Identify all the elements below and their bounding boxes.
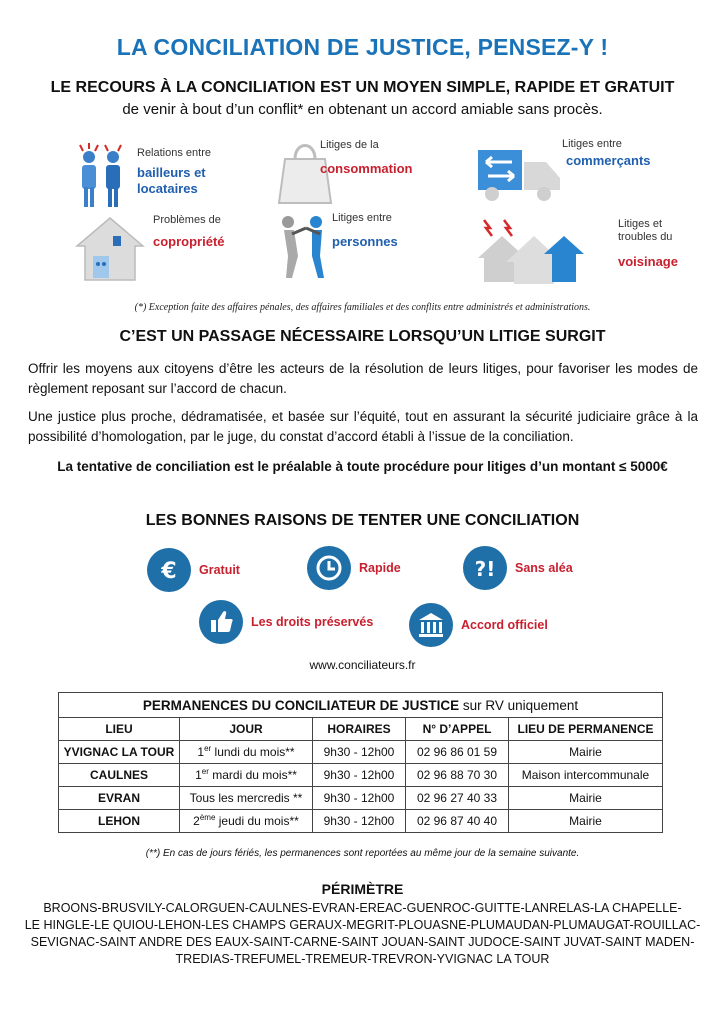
table-header-row	[59, 718, 663, 741]
category-copropriete	[75, 212, 285, 282]
reason-label: Sans aléa	[515, 561, 573, 575]
col-lieu-permanence: LIEU DE PERMANENCE	[509, 718, 663, 741]
category-big-text: voisinage	[618, 254, 678, 269]
svg-text:€: €	[161, 559, 177, 584]
people-icon	[75, 143, 145, 213]
euro-icon	[147, 548, 191, 592]
table-row: EVRAN Tous les mercredis ** 9h30 - 12h00 02 96 27 40 33 Mairie	[59, 787, 663, 810]
svg-text:?!: ?!	[474, 557, 496, 581]
footnote: (*) Exception faite des affaires pénales, des affaires familiales et des conflits entre administrés et administrations.	[134, 302, 591, 313]
col-appel: N° D’APPEL	[406, 718, 509, 741]
reason-label: Gratuit	[199, 563, 240, 577]
table-row: CAULNES 1er mardi du mois** 9h30 - 12h00 02 96 88 70 30 Maison intercommunale	[59, 764, 663, 787]
table-title: PERMANENCES DU CONCILIATEUR DE JUSTICE sur RV uniquement	[59, 693, 663, 718]
key-statement: La tentative de conciliation est le préalable à toute procédure pour litiges d’un montant ≤ 5000€	[57, 459, 668, 474]
question-exclamation-icon	[463, 546, 507, 590]
category-consommation	[275, 137, 485, 207]
table-row: LEHON 2ème jeudi du mois** 9h30 - 12h00 02 96 87 40 40 Mairie	[59, 810, 663, 833]
permanences-table	[58, 692, 663, 833]
col-lieu: LIEU	[59, 718, 180, 741]
category-small-text: Litiges et troubles du	[618, 218, 673, 243]
reason-label: Rapide	[359, 561, 401, 575]
thumbs-up-icon	[199, 600, 243, 644]
category-small-text: Litiges entre	[332, 212, 392, 224]
courthouse-icon	[409, 603, 453, 647]
paragraph-1: Offrir les moyens aux citoyens d’être les acteurs de la résolution de leurs litiges, pour favoriser les modes de règlement reposant sur l’accord de chacun.	[28, 361, 698, 396]
category-small-text: Relations entre	[137, 147, 211, 159]
table-row: YVIGNAC LA TOUR 1er lundi du mois** 9h30 - 12h00 02 96 86 01 59 Mairie	[59, 741, 663, 764]
category-commercants	[476, 138, 686, 208]
perimetre-line: BROONS-BRUSVILY-CALORGUEN-CAULNES-EVRAN-EREAC-GUENROC-GUITTE-LANRELAS-LA CHAPELLE-	[43, 901, 682, 915]
col-jour: JOUR	[180, 718, 313, 741]
category-small-text: Litiges entre	[562, 138, 622, 150]
section-heading: C’EST UN PASSAGE NÉCESSAIRE LORSQU’UN LITIGE SURGIT	[119, 328, 606, 345]
building-icon	[75, 212, 145, 282]
category-big-text: consommation	[320, 161, 413, 176]
intro-line: de venir à bout d’un conflit* en obtenant un accord amiable sans procès.	[122, 101, 603, 118]
category-personnes	[272, 212, 482, 282]
category-small-text: Litiges de la	[320, 139, 379, 151]
category-bailleurs	[75, 143, 285, 213]
clock-icon	[307, 546, 351, 590]
website-link[interactable]: www.conciliateurs.fr	[309, 658, 416, 672]
category-big-text: personnes	[332, 234, 398, 249]
reasons-heading: LES BONNES RAISONS DE TENTER UNE CONCILIATION	[145, 512, 580, 529]
perimetre-heading: PÉRIMÈTRE	[321, 881, 404, 897]
col-horaires: HORAIRES	[313, 718, 406, 741]
intro-heading: LE RECOURS À LA CONCILIATION EST UN MOYEN SIMPLE, RAPIDE ET GRATUIT	[50, 79, 675, 96]
page-title: LA CONCILIATION DE JUSTICE, PENSEZ-Y !	[116, 34, 609, 60]
category-big-text: copropriété	[153, 234, 225, 249]
houses-icon	[476, 218, 586, 288]
reason-label: Les droits préservés	[251, 615, 374, 629]
category-small-text: Problèmes de	[153, 214, 221, 226]
category-voisinage	[476, 218, 686, 288]
table-note: (**) En cas de jours fériés, les permanences sont reportées au même jour de la semaine suivante.	[145, 848, 580, 859]
perimetre-line: TREDIAS-TREFUMEL-TREMEUR-TREVRON-YVIGNAC LA TOUR	[175, 952, 550, 966]
truck-icon	[476, 138, 566, 208]
paragraph-2: Une justice plus proche, dédramatisée, et basée sur l’équité, tout en assurant la sécurité judiciaire grâce à la possibilité d’homologation, par le juge, du constat d’accord établi à l’issue de la conciliation.	[28, 409, 698, 444]
perimetre-line: LE HINGLE-LE QUIOU-LEHON-LES CHAMPS GERAUX-MEGRIT-PLOUASNE-PLUMAUDAN-PLUMAUGAT-ROUILLAC-	[24, 918, 701, 932]
perimetre-line: SEVIGNAC-SAINT ANDRE DES EAUX-SAINT-CARNE-SAINT JOUAN-SAINT JUDOCE-SAINT JUVAT-SAINT MADEN-	[30, 935, 695, 949]
category-big-text: commerçants	[566, 153, 651, 168]
reason-label: Accord officiel	[461, 618, 548, 632]
category-big-text: bailleurs et locataires	[137, 165, 206, 196]
